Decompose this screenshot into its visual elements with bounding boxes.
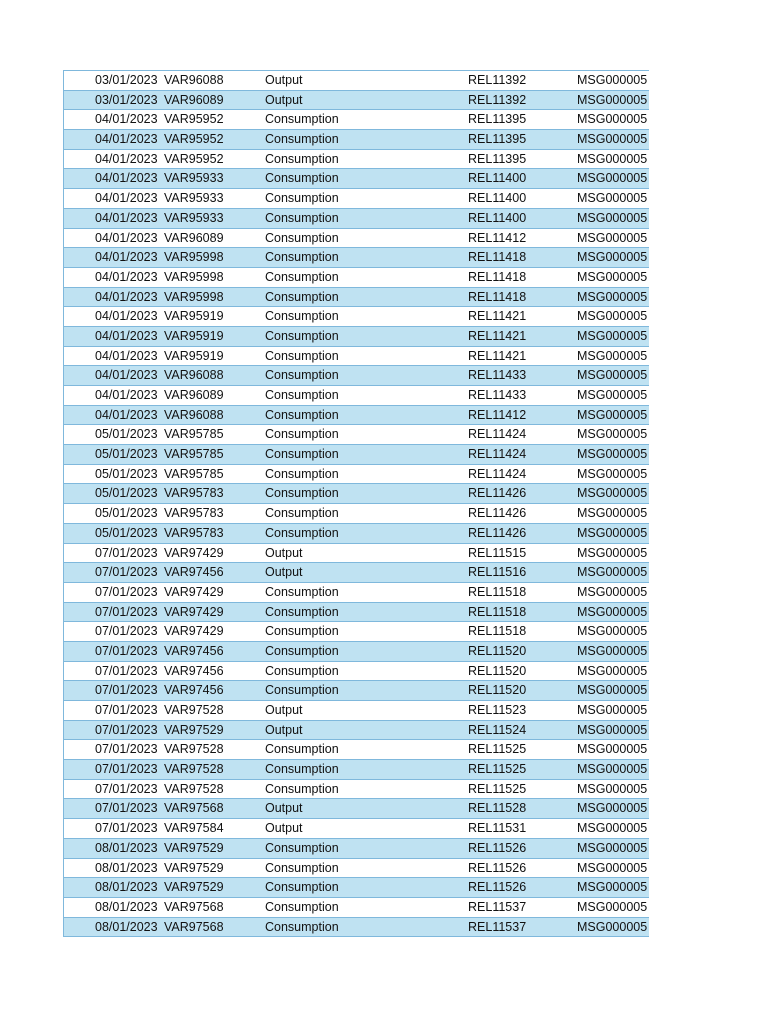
table-row — [64, 71, 649, 91]
cell-variant[interactable]: VAR97568 — [164, 801, 224, 816]
cell-message[interactable]: MSG000005 — [577, 722, 648, 737]
cell-variant[interactable]: VAR96088 — [164, 73, 224, 87]
cell-release[interactable]: REL11520 — [468, 663, 527, 678]
table-row — [64, 504, 649, 524]
cell-message[interactable]: MSG000005 — [577, 899, 648, 914]
cell-date[interactable]: 04/01/2023 — [95, 151, 158, 166]
cell-message[interactable]: MSG000005 — [577, 801, 648, 816]
table-row — [64, 819, 649, 839]
cell-variant[interactable]: VAR95933 — [164, 210, 224, 225]
cell-message[interactable]: MSG000005 — [577, 703, 648, 717]
cell-release[interactable]: REL11392 — [468, 92, 527, 107]
cell-release[interactable]: REL11392 — [468, 73, 527, 87]
cell-type[interactable]: Consumption — [265, 269, 339, 284]
cell-type[interactable]: Consumption — [265, 624, 339, 639]
cell-variant[interactable]: VAR95783 — [164, 525, 224, 540]
cell-message[interactable]: MSG000005 — [577, 880, 648, 895]
cell-variant[interactable]: VAR95933 — [164, 171, 224, 186]
table-row — [64, 681, 649, 701]
cell-release[interactable]: REL11524 — [468, 722, 527, 737]
cell-release[interactable]: REL11526 — [468, 880, 527, 895]
cell-variant[interactable]: VAR97568 — [164, 899, 224, 914]
cell-variant[interactable]: VAR97456 — [164, 663, 224, 678]
cell-message[interactable]: MSG000005 — [577, 407, 648, 422]
cell-release[interactable]: REL11400 — [468, 210, 527, 225]
cell-type[interactable]: Consumption — [265, 643, 339, 658]
table-row — [64, 445, 649, 465]
cell-type[interactable]: Output — [265, 565, 303, 580]
cell-release[interactable]: REL11433 — [468, 368, 527, 383]
cell-variant[interactable]: VAR97456 — [164, 565, 224, 580]
cell-date[interactable]: 04/01/2023 — [95, 112, 158, 127]
cell-release[interactable]: REL11400 — [468, 171, 527, 186]
table-row — [64, 150, 649, 170]
cell-date[interactable]: 05/01/2023 — [95, 506, 158, 521]
cell-release[interactable]: REL11421 — [468, 348, 527, 363]
cell-message[interactable]: MSG000005 — [577, 525, 648, 540]
cell-variant[interactable]: VAR97429 — [164, 604, 224, 619]
cell-variant[interactable]: VAR97456 — [164, 683, 224, 698]
cell-variant[interactable]: VAR97456 — [164, 643, 224, 658]
cell-message[interactable]: MSG000005 — [577, 151, 648, 166]
cell-release[interactable]: REL11525 — [468, 781, 527, 796]
table-row — [64, 799, 649, 819]
cell-type[interactable]: Consumption — [265, 860, 339, 875]
cell-release[interactable]: REL11421 — [468, 328, 527, 343]
cell-release[interactable]: REL11424 — [468, 466, 527, 481]
cell-type[interactable]: Consumption — [265, 742, 339, 757]
cell-message[interactable]: MSG000005 — [577, 762, 648, 777]
cell-variant[interactable]: VAR97429 — [164, 545, 224, 560]
cell-release[interactable]: REL11526 — [468, 840, 527, 855]
cell-date[interactable]: 08/01/2023 — [95, 899, 158, 914]
cell-variant[interactable]: VAR95783 — [164, 506, 224, 521]
cell-release[interactable]: REL11424 — [468, 447, 527, 462]
table-row — [64, 544, 649, 564]
cell-date[interactable]: 04/01/2023 — [95, 289, 158, 304]
cell-message[interactable]: MSG000005 — [577, 781, 648, 796]
cell-release[interactable]: REL11400 — [468, 191, 527, 206]
cell-type[interactable]: Consumption — [265, 486, 339, 501]
cell-variant[interactable]: VAR97529 — [164, 880, 224, 895]
cell-type[interactable]: Consumption — [265, 368, 339, 383]
cell-variant[interactable]: VAR97528 — [164, 762, 224, 777]
cell-release[interactable]: REL11395 — [468, 151, 527, 166]
cell-message[interactable]: MSG000005 — [577, 683, 648, 698]
cell-date[interactable]: 08/01/2023 — [95, 860, 158, 875]
cell-type[interactable]: Output — [265, 73, 303, 87]
cell-type[interactable]: Consumption — [265, 250, 339, 265]
cell-message[interactable]: MSG000005 — [577, 427, 648, 442]
cell-type[interactable]: Consumption — [265, 506, 339, 521]
table-row — [64, 130, 649, 150]
table-row — [64, 583, 649, 603]
table-row — [64, 406, 649, 426]
cell-variant[interactable]: VAR97584 — [164, 821, 224, 836]
cell-message[interactable]: MSG000005 — [577, 919, 648, 934]
table-row — [64, 366, 649, 386]
cell-variant[interactable]: VAR95933 — [164, 191, 224, 206]
cell-variant[interactable]: VAR97528 — [164, 703, 224, 717]
cell-variant[interactable]: VAR95785 — [164, 466, 224, 481]
table-row — [64, 169, 649, 189]
cell-message[interactable]: MSG000005 — [577, 742, 648, 757]
cell-type[interactable]: Consumption — [265, 880, 339, 895]
cell-date[interactable]: 07/01/2023 — [95, 604, 158, 619]
cell-message[interactable]: MSG000005 — [577, 663, 648, 678]
cell-variant[interactable]: VAR96088 — [164, 368, 224, 383]
cell-date[interactable]: 04/01/2023 — [95, 210, 158, 225]
cell-variant[interactable]: VAR96089 — [164, 92, 224, 107]
cell-type[interactable]: Consumption — [265, 919, 339, 934]
cell-type[interactable]: Consumption — [265, 584, 339, 599]
table-row — [64, 839, 649, 859]
cell-type[interactable]: Consumption — [265, 328, 339, 343]
cell-type[interactable]: Consumption — [265, 525, 339, 540]
cell-variant[interactable]: VAR95919 — [164, 328, 224, 343]
cell-type[interactable]: Consumption — [265, 112, 339, 127]
cell-release[interactable]: REL11528 — [468, 801, 527, 816]
cell-date[interactable]: 07/01/2023 — [95, 781, 158, 796]
cell-type[interactable]: Output — [265, 801, 303, 816]
cell-date[interactable]: 04/01/2023 — [95, 230, 158, 245]
cell-release[interactable]: REL11412 — [468, 230, 527, 245]
cell-date[interactable]: 05/01/2023 — [95, 486, 158, 501]
cell-date[interactable]: 07/01/2023 — [95, 683, 158, 698]
cell-message[interactable]: MSG000005 — [577, 328, 648, 343]
cell-date[interactable]: 07/01/2023 — [95, 821, 158, 836]
cell-message[interactable]: MSG000005 — [577, 506, 648, 521]
cell-variant[interactable]: VAR96089 — [164, 388, 224, 402]
table-row — [64, 91, 649, 111]
table-row — [64, 740, 649, 760]
cell-message[interactable]: MSG000005 — [577, 840, 648, 855]
cell-date[interactable]: 08/01/2023 — [95, 880, 158, 895]
cell-release[interactable]: REL11520 — [468, 643, 527, 658]
cell-message[interactable]: MSG000005 — [577, 210, 648, 225]
table-row — [64, 229, 649, 249]
table-row — [64, 425, 649, 445]
cell-date[interactable]: 07/01/2023 — [95, 742, 158, 757]
cell-release[interactable]: REL11426 — [468, 486, 527, 501]
cell-release[interactable]: REL11518 — [468, 604, 527, 619]
cell-variant[interactable]: VAR95998 — [164, 269, 224, 284]
cell-type[interactable]: Consumption — [265, 663, 339, 678]
table-row — [64, 465, 649, 485]
cell-release[interactable]: REL11518 — [468, 584, 527, 599]
cell-release[interactable]: REL11412 — [468, 407, 527, 422]
cell-date[interactable]: 07/01/2023 — [95, 565, 158, 580]
cell-type[interactable]: Consumption — [265, 447, 339, 462]
cell-date[interactable]: 08/01/2023 — [95, 840, 158, 855]
cell-message[interactable]: MSG000005 — [577, 860, 648, 875]
table-row — [64, 110, 649, 130]
cell-date[interactable]: 07/01/2023 — [95, 703, 158, 717]
cell-message[interactable]: MSG000005 — [577, 348, 648, 363]
cell-message[interactable]: MSG000005 — [577, 466, 648, 481]
cell-variant[interactable]: VAR97529 — [164, 722, 224, 737]
cell-type[interactable]: Consumption — [265, 683, 339, 698]
table-row — [64, 878, 649, 898]
cell-type[interactable]: Consumption — [265, 230, 339, 245]
cell-release[interactable]: REL11426 — [468, 506, 527, 521]
table-row — [64, 622, 649, 642]
cell-date[interactable]: 07/01/2023 — [95, 584, 158, 599]
cell-date[interactable]: 07/01/2023 — [95, 663, 158, 678]
cell-release[interactable]: REL11523 — [468, 703, 527, 717]
cell-release[interactable]: REL11520 — [468, 683, 527, 698]
table-row — [64, 780, 649, 800]
cell-date[interactable]: 04/01/2023 — [95, 191, 158, 206]
table-row — [64, 386, 649, 406]
cell-variant[interactable]: VAR97528 — [164, 742, 224, 757]
cell-message[interactable]: MSG000005 — [577, 250, 648, 265]
cell-date[interactable]: 05/01/2023 — [95, 447, 158, 462]
table-row — [64, 721, 649, 741]
cell-date[interactable]: 07/01/2023 — [95, 545, 158, 560]
cell-message[interactable]: MSG000005 — [577, 269, 648, 284]
cell-variant[interactable]: VAR95785 — [164, 427, 224, 442]
cell-release[interactable]: REL11526 — [468, 860, 527, 875]
cell-variant[interactable]: VAR96088 — [164, 407, 224, 422]
cell-release[interactable]: REL11418 — [468, 250, 527, 265]
table-row — [64, 603, 649, 623]
cell-release[interactable]: REL11537 — [468, 919, 527, 934]
cell-type[interactable]: Consumption — [265, 151, 339, 166]
cell-type[interactable]: Consumption — [265, 466, 339, 481]
cell-message[interactable]: MSG000005 — [577, 604, 648, 619]
cell-variant[interactable]: VAR97568 — [164, 919, 224, 934]
cell-message[interactable]: MSG000005 — [577, 545, 648, 560]
cell-date[interactable]: 07/01/2023 — [95, 624, 158, 639]
cell-date[interactable]: 04/01/2023 — [95, 407, 158, 422]
cell-date[interactable]: 08/01/2023 — [95, 919, 158, 934]
cell-message[interactable]: MSG000005 — [577, 132, 648, 147]
table-row — [64, 524, 649, 544]
spreadsheet-table — [63, 70, 649, 937]
cell-release[interactable]: REL11516 — [468, 565, 527, 580]
table-row — [64, 189, 649, 209]
cell-date[interactable]: 04/01/2023 — [95, 368, 158, 383]
cell-date[interactable]: 04/01/2023 — [95, 348, 158, 363]
table-row — [64, 563, 649, 583]
cell-release[interactable]: REL11418 — [468, 289, 527, 304]
cell-variant[interactable]: VAR95919 — [164, 309, 224, 324]
cell-release[interactable]: REL11395 — [468, 132, 527, 147]
cell-message[interactable]: MSG000005 — [577, 289, 648, 304]
table-row — [64, 288, 649, 308]
cell-type[interactable]: Consumption — [265, 781, 339, 796]
cell-type[interactable]: Output — [265, 703, 303, 717]
cell-date[interactable]: 07/01/2023 — [95, 643, 158, 658]
cell-date[interactable]: 07/01/2023 — [95, 722, 158, 737]
table-row — [64, 859, 649, 879]
cell-variant[interactable]: VAR95952 — [164, 151, 224, 166]
table-row — [64, 209, 649, 229]
cell-type[interactable]: Consumption — [265, 348, 339, 363]
cell-type[interactable]: Consumption — [265, 191, 339, 206]
cell-type[interactable]: Consumption — [265, 210, 339, 225]
cell-type[interactable]: Consumption — [265, 407, 339, 422]
table-row — [64, 760, 649, 780]
cell-message[interactable]: MSG000005 — [577, 584, 648, 599]
cell-variant[interactable]: VAR97429 — [164, 624, 224, 639]
table-row — [64, 327, 649, 347]
cell-message[interactable]: MSG000005 — [577, 368, 648, 383]
cell-message[interactable]: MSG000005 — [577, 388, 648, 402]
cell-release[interactable]: REL11421 — [468, 309, 527, 324]
cell-variant[interactable]: VAR97529 — [164, 840, 224, 855]
cell-variant[interactable]: VAR95919 — [164, 348, 224, 363]
cell-type[interactable]: Consumption — [265, 604, 339, 619]
cell-message[interactable]: MSG000005 — [577, 447, 648, 462]
cell-message[interactable]: MSG000005 — [577, 821, 648, 836]
cell-date[interactable]: 04/01/2023 — [95, 269, 158, 284]
cell-variant[interactable]: VAR97429 — [164, 584, 224, 599]
cell-message[interactable]: MSG000005 — [577, 309, 648, 324]
cell-message[interactable]: MSG000005 — [577, 230, 648, 245]
cell-release[interactable]: REL11424 — [468, 427, 527, 442]
cell-type[interactable]: Consumption — [265, 899, 339, 914]
cell-type[interactable]: Output — [265, 722, 303, 737]
table-row — [64, 642, 649, 662]
cell-message[interactable]: MSG000005 — [577, 92, 648, 107]
cell-date[interactable]: 04/01/2023 — [95, 388, 158, 402]
cell-type[interactable]: Consumption — [265, 132, 339, 147]
cell-date[interactable]: 04/01/2023 — [95, 132, 158, 147]
cell-message[interactable]: MSG000005 — [577, 191, 648, 206]
cell-variant[interactable]: VAR95998 — [164, 289, 224, 304]
cell-variant[interactable]: VAR96089 — [164, 230, 224, 245]
cell-date[interactable]: 05/01/2023 — [95, 525, 158, 540]
cell-date[interactable]: 04/01/2023 — [95, 309, 158, 324]
cell-date[interactable]: 05/01/2023 — [95, 427, 158, 442]
cell-release[interactable]: REL11515 — [468, 545, 527, 560]
cell-variant[interactable]: VAR97529 — [164, 860, 224, 875]
cell-date[interactable]: 05/01/2023 — [95, 466, 158, 481]
table-row — [64, 662, 649, 682]
table-row — [64, 918, 649, 938]
cell-release[interactable]: REL11531 — [468, 821, 527, 836]
table-row — [64, 484, 649, 504]
cell-release[interactable]: REL11418 — [468, 269, 527, 284]
cell-date[interactable]: 03/01/2023 — [95, 73, 158, 87]
cell-type[interactable]: Consumption — [265, 171, 339, 186]
cell-variant[interactable]: VAR95952 — [164, 132, 224, 147]
cell-variant[interactable]: VAR95998 — [164, 250, 224, 265]
cell-type[interactable]: Consumption — [265, 427, 339, 442]
cell-variant[interactable]: VAR95783 — [164, 486, 224, 501]
cell-date[interactable]: 04/01/2023 — [95, 328, 158, 343]
cell-type[interactable]: Consumption — [265, 309, 339, 324]
table-row — [64, 307, 649, 327]
table-row — [64, 347, 649, 367]
cell-release[interactable]: REL11525 — [468, 742, 527, 757]
cell-type[interactable]: Output — [265, 545, 303, 560]
cell-message[interactable]: MSG000005 — [577, 643, 648, 658]
cell-variant[interactable]: VAR97528 — [164, 781, 224, 796]
cell-type[interactable]: Consumption — [265, 388, 339, 402]
cell-date[interactable]: 04/01/2023 — [95, 171, 158, 186]
cell-variant[interactable]: VAR95952 — [164, 112, 224, 127]
cell-release[interactable]: REL11433 — [468, 388, 527, 402]
cell-release[interactable]: REL11537 — [468, 899, 527, 914]
cell-message[interactable]: MSG000005 — [577, 171, 648, 186]
cell-type[interactable]: Consumption — [265, 840, 339, 855]
cell-release[interactable]: REL11426 — [468, 525, 527, 540]
cell-date[interactable]: 07/01/2023 — [95, 801, 158, 816]
cell-type[interactable]: Output — [265, 92, 303, 107]
cell-date[interactable]: 07/01/2023 — [95, 762, 158, 777]
cell-release[interactable]: REL11518 — [468, 624, 527, 639]
cell-variant[interactable]: VAR95785 — [164, 447, 224, 462]
cell-date[interactable]: 04/01/2023 — [95, 250, 158, 265]
table-row — [64, 898, 649, 918]
cell-message[interactable]: MSG000005 — [577, 565, 648, 580]
cell-type[interactable]: Consumption — [265, 762, 339, 777]
cell-message[interactable]: MSG000005 — [577, 73, 648, 87]
cell-type[interactable]: Output — [265, 821, 303, 836]
table-row — [64, 701, 649, 721]
cell-release[interactable]: REL11395 — [468, 112, 527, 127]
cell-message[interactable]: MSG000005 — [577, 112, 648, 127]
table-row — [64, 248, 649, 268]
cell-release[interactable]: REL11525 — [468, 762, 527, 777]
cell-message[interactable]: MSG000005 — [577, 486, 648, 501]
cell-date[interactable]: 03/01/2023 — [95, 92, 158, 107]
cell-type[interactable]: Consumption — [265, 289, 339, 304]
table-row — [64, 268, 649, 288]
cell-message[interactable]: MSG000005 — [577, 624, 648, 639]
